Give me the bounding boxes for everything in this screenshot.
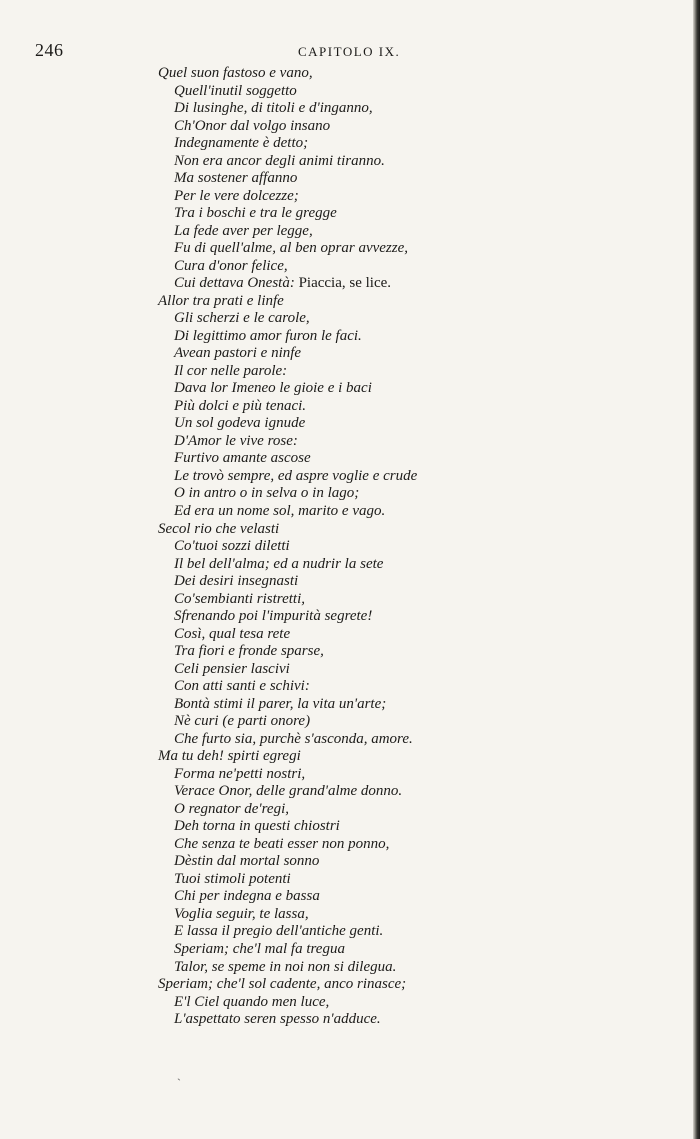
poem-line-text: Celi pensier lascivi	[174, 660, 290, 677]
poem-line-text: Ch'Onor dal volgo insano	[174, 117, 331, 134]
poem-line-text: Di legittimo amor furon le faci.	[174, 327, 362, 344]
poem-line-text: Più dolci e più tenaci.	[174, 397, 307, 414]
poem-line	[174, 170, 297, 188]
poem-line-text: L'aspettato seren spesso n'adduce.	[174, 1011, 381, 1028]
poem-line	[174, 188, 299, 206]
poem-line	[174, 871, 291, 889]
poem-line	[174, 766, 305, 784]
poem-line	[174, 258, 288, 276]
poem-line	[174, 345, 301, 363]
poem-line-text: Non era ancor degli animi tiranno.	[174, 152, 385, 169]
poem-line	[174, 223, 313, 241]
poem-line	[174, 100, 373, 118]
poem-line-text: Il bel dell'alma; ed a nudrir la sete	[174, 555, 384, 572]
poem-line	[174, 450, 311, 468]
poem-line-text: Così, qual tesa rete	[174, 625, 291, 642]
poem-line-text: Ma tu deh! spirti egregi	[158, 748, 301, 765]
poem-line-text: Cura d'onor felice,	[174, 257, 288, 274]
poem-line-text: E lassa il pregio dell'antiche genti.	[174, 923, 384, 940]
poem-line-text: Di lusinghe, di titoli e d'inganno,	[174, 100, 373, 117]
poem-line	[174, 696, 386, 714]
poem-line	[174, 573, 298, 591]
poem-line	[158, 976, 406, 994]
poem-line-text: Tra i boschi e tra le gregge	[174, 205, 337, 222]
poem-line	[174, 118, 330, 136]
poem-line-text: Allor tra prati e linfe	[158, 292, 284, 309]
poem-line	[158, 521, 279, 539]
poem-line-text: Quell'inutil soggetto	[174, 82, 297, 99]
running-head: CAPITOLO IX.	[298, 44, 401, 59]
poem-line	[174, 275, 391, 293]
poem-line-text: Ma sostener affanno	[174, 170, 298, 187]
poem-line-text: Indegnamente è detto;	[174, 135, 309, 152]
poem-line-roman-text: Piaccia, se lice.	[294, 275, 392, 292]
poem-line	[174, 240, 408, 258]
poem-line	[174, 713, 310, 731]
poem-line	[174, 923, 383, 941]
poem-line-text: D'Amor le vive rose:	[174, 432, 298, 449]
poem-line-text: Bontà stimi il parer, la vita un'arte;	[174, 695, 387, 712]
poem-line-text: Tuoi stimoli potenti	[174, 870, 291, 887]
poem-line-text: Per le vere dolcezze;	[174, 187, 299, 204]
poem-line-text: Sfrenando poi l'impurità segrete!	[174, 608, 373, 625]
poem-line	[174, 503, 385, 521]
poem-line	[174, 310, 310, 328]
poem-line-text: Furtivo amante ascose	[174, 450, 311, 467]
poem-line	[174, 433, 298, 451]
poem-line	[174, 853, 319, 871]
poem-line	[174, 205, 337, 223]
poem-line-text: Il cor nelle parole:	[174, 362, 288, 379]
poem-line-text: Forma ne'petti nostri,	[174, 765, 306, 782]
poem-line	[174, 818, 340, 836]
poem-line	[174, 836, 389, 854]
poem-line-text: La fede aver per legge,	[174, 222, 313, 239]
poem-line-text: Cui dettava Onestà:	[174, 275, 295, 292]
poem-line-text: Che senza te beati esser non ponno,	[174, 835, 390, 852]
poem-line-text: Speriam; che'l mal fa tregua	[174, 941, 345, 957]
poem-line-text: Voglia seguir, te lassa,	[174, 905, 309, 922]
poem-line	[174, 643, 324, 661]
poem-line-text: Co'sembianti ristretti,	[174, 590, 305, 607]
poem-line	[158, 65, 313, 83]
poem-line-text: Verace Onor, delle grand'alme donno.	[174, 783, 403, 800]
poem-line	[174, 731, 413, 749]
poem-line-text: O regnator de'regi,	[174, 800, 289, 817]
poem-line	[158, 293, 284, 311]
poem-line-text: Con atti santi e schivi:	[174, 678, 310, 695]
poem-line	[174, 153, 385, 171]
poem-line-text: Ed era un nome sol, marito e vago.	[174, 503, 386, 519]
poem-line-text: Chi per indegna e bassa	[174, 888, 320, 905]
margin-mark: `	[177, 1076, 181, 1090]
poem-line	[174, 888, 320, 906]
poem-line-text: Avean pastori e ninfe	[174, 345, 302, 362]
poem-line-text: Dèstin dal mortal sonno	[174, 853, 320, 870]
poem-line-text: Tra fiori e fronde sparse,	[174, 643, 324, 660]
poem-line-text: Co'tuoi sozzi diletti	[174, 538, 290, 555]
poem-line	[174, 678, 310, 696]
poem-line	[174, 608, 372, 626]
poem-line	[174, 468, 417, 486]
poem-line	[174, 135, 308, 153]
poem-line-text: Un sol godeva ignude	[174, 415, 306, 432]
poem-line	[174, 994, 329, 1012]
poem-line	[174, 380, 372, 398]
poem-line	[174, 661, 290, 679]
poem-line	[174, 556, 383, 574]
poem-line	[174, 783, 402, 801]
poem-line	[158, 748, 301, 766]
poem-line-text: Le trovò sempre, ed aspre voglie e crude	[174, 467, 418, 484]
poem-line-text: Nè curi (e parti onore)	[174, 713, 311, 730]
poem-line-text: Fu di quell'alme, al ben oprar avvezze,	[174, 240, 408, 257]
poem-line-text: Secol rio che velasti	[158, 520, 280, 537]
poem-line-text: Dei desiri insegnasti	[174, 573, 299, 590]
poem-line	[174, 538, 290, 556]
poem-line-text: Speriam; che'l sol cadente, anco rinasce;	[158, 976, 407, 993]
poem-line	[174, 415, 305, 433]
poem-line-text: Quel suon fastoso e vano,	[158, 65, 313, 81]
poem-line	[174, 398, 306, 416]
poem-line-text: Deh torna in questi chiostri	[174, 818, 340, 835]
poem-line-text: E'l Ciel quando men luce,	[174, 993, 330, 1010]
poem-line-text: O in antro o in selva o in lago;	[174, 485, 360, 502]
poem-line	[174, 485, 359, 503]
poem-line	[174, 591, 305, 609]
poem-line-text: Che furto sia, purchè s'asconda, amore.	[174, 730, 413, 747]
poem-line	[174, 83, 297, 101]
poem-line-text: Dava lor Imeneo le gioie e i baci	[174, 380, 372, 397]
page-edge	[693, 0, 700, 1139]
poem-line-text: Gli scherzi e le carole,	[174, 310, 310, 327]
page-number: 246	[35, 40, 64, 60]
poem-line	[174, 906, 309, 924]
poem-line	[174, 363, 287, 381]
poem-line	[174, 941, 345, 959]
poem-line	[174, 1011, 381, 1029]
poem-line-text: Talor, se speme in noi non si dilegua.	[174, 958, 397, 975]
poem-line	[174, 328, 362, 346]
poem-line	[174, 959, 396, 977]
poem-line	[174, 626, 290, 644]
poem-line	[174, 801, 289, 819]
